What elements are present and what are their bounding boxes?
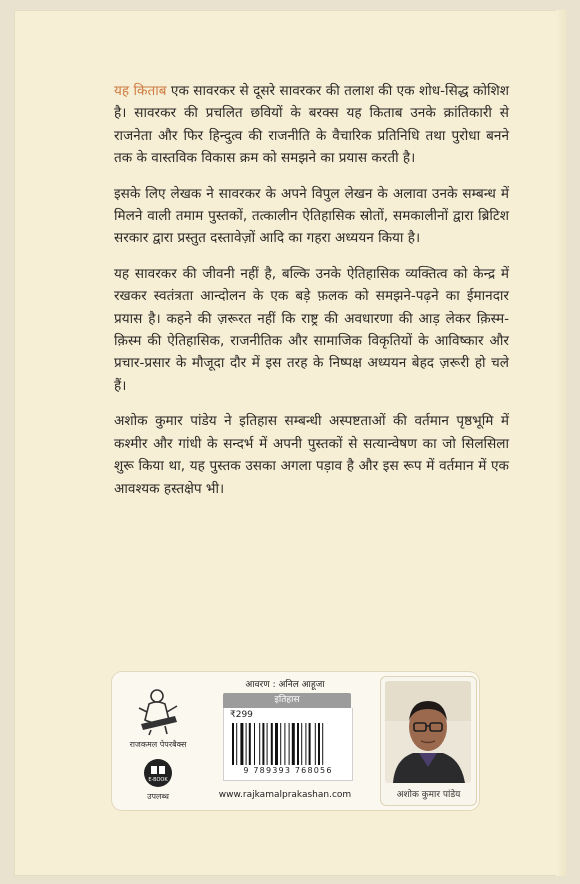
publisher-block [112, 672, 204, 810]
barcode-bar [289, 723, 290, 765]
barcode-bar [309, 723, 311, 765]
barcode-bar [318, 723, 320, 765]
publisher-logo-icon [135, 686, 181, 736]
blurb-lead: यह किताब [114, 83, 167, 99]
blurb-paragraph-3: यह सावरकर की जीवनी नहीं है, बल्कि उनके ऐतिहासिक व्यक्तित्व को केन्द्र में रखकर स्वतंत्रता आन्दोलन के एक बड़े फ़लक को समझने-पढ़ने का ईमानदार प्रयास है। कहने की ज़रूरत नहीं कि राष्ट्र की अवधारणा की आड़ लेकर क़िस्म-क़िस्म की ऐतिहासिक, राजनीतिक और सामाजिक विकृतियों के आविष्कार और प्रचार-प्रसार के मौजूदा दौर में इस तरह के निष्पक्ष अध्ययन बेहद ज़रूरी हो चले हैं। [114, 265, 509, 394]
ebook-label: E-BOOK [148, 777, 168, 783]
isbn-barcode [230, 723, 346, 765]
back-cover [14, 10, 566, 876]
blurb-paragraph-1-text: एक सावरकर से दूसरे सावरकर की तलाश की एक शोध-सिद्ध कोशिश है। सावरकर की प्रचलित छवियों के बरक्स यह किताब उनके क्रांतिकारी से राजनेता और फिर हिन्दुत्व की राजनीति के वैचारिक प्रतिनिधि तथा पुरोधा बनने तक के वास्तविक विकास क्रम को समझने का प्रयास करती है। [114, 83, 509, 167]
barcode-bar [254, 723, 255, 765]
barcode-bar [301, 723, 302, 765]
barcode-bar [280, 723, 281, 765]
barcode-bar [232, 723, 234, 765]
author-name: अशोक कुमार पांडेय [396, 790, 461, 800]
blurb-paragraph-4: अशोक कुमार पांडेय ने इतिहास सम्बन्धी अस्पष्टताओं की वर्तमान पृष्ठभूमि में कश्मीर और गांधी के सन्दर्भ में अपनी पुस्तकों से सत्यान्वेषण का जो सिलसिला शुरू किया था, यह पुस्तक उसका अगला पड़ाव है और इस रूप में वर्तमान में एक आवश्यक हस्तक्षेप भी। [114, 413, 509, 497]
barcode-bar [271, 723, 273, 765]
price: ₹299 [230, 710, 253, 720]
author-card [380, 676, 477, 806]
cover-edge [556, 10, 566, 876]
publisher-website: www.rajkamalprakashan.com [218, 790, 352, 800]
barcode-box [223, 708, 353, 781]
book-info-panel [112, 672, 479, 810]
barcode-bar [267, 723, 268, 765]
barcode-bar [315, 723, 316, 765]
barcode-bar [259, 723, 260, 765]
barcode-bar [240, 723, 243, 765]
barcode-bar [292, 723, 295, 765]
book-details [205, 672, 365, 810]
isbn-number: 9 789393 768056 [243, 766, 333, 775]
publisher-name: राजकमल पेपरबैक्स [129, 740, 187, 749]
genre-label: इतिहास [223, 693, 351, 708]
barcode-bar [275, 723, 278, 765]
barcode-bar [249, 723, 251, 765]
ebook-available-text: उपलब्ध [147, 792, 169, 801]
author-portrait-icon [385, 681, 471, 783]
author-photo [385, 681, 471, 783]
barcode-bar [322, 723, 323, 765]
blurb [114, 80, 509, 513]
barcode-bar [262, 723, 264, 765]
blurb-paragraph-2: इसके लिए लेखक ने सावरकर के अपने विपुल लेखन के अलावा उनके सम्बन्ध में मिलने वाली तमाम पुस्तकों, तत्कालीन ऐतिहासिक स्रोतों, समकालीनों द्वारा ब्रिटिश सरकार द्वारा प्रस्तुत दस्तावेज़ों आदि का गहरा अध्ययन किया है। [114, 185, 509, 247]
blurb-paragraph-1 [114, 80, 509, 170]
barcode-bar [284, 723, 285, 765]
barcode-bar [297, 723, 299, 765]
barcode-bar [236, 723, 237, 765]
cover-credit: आवरण : अनिल आहूजा [245, 680, 325, 690]
barcode-bar [246, 723, 247, 765]
ebook-icon [143, 758, 173, 788]
barcode-bar [305, 723, 306, 765]
